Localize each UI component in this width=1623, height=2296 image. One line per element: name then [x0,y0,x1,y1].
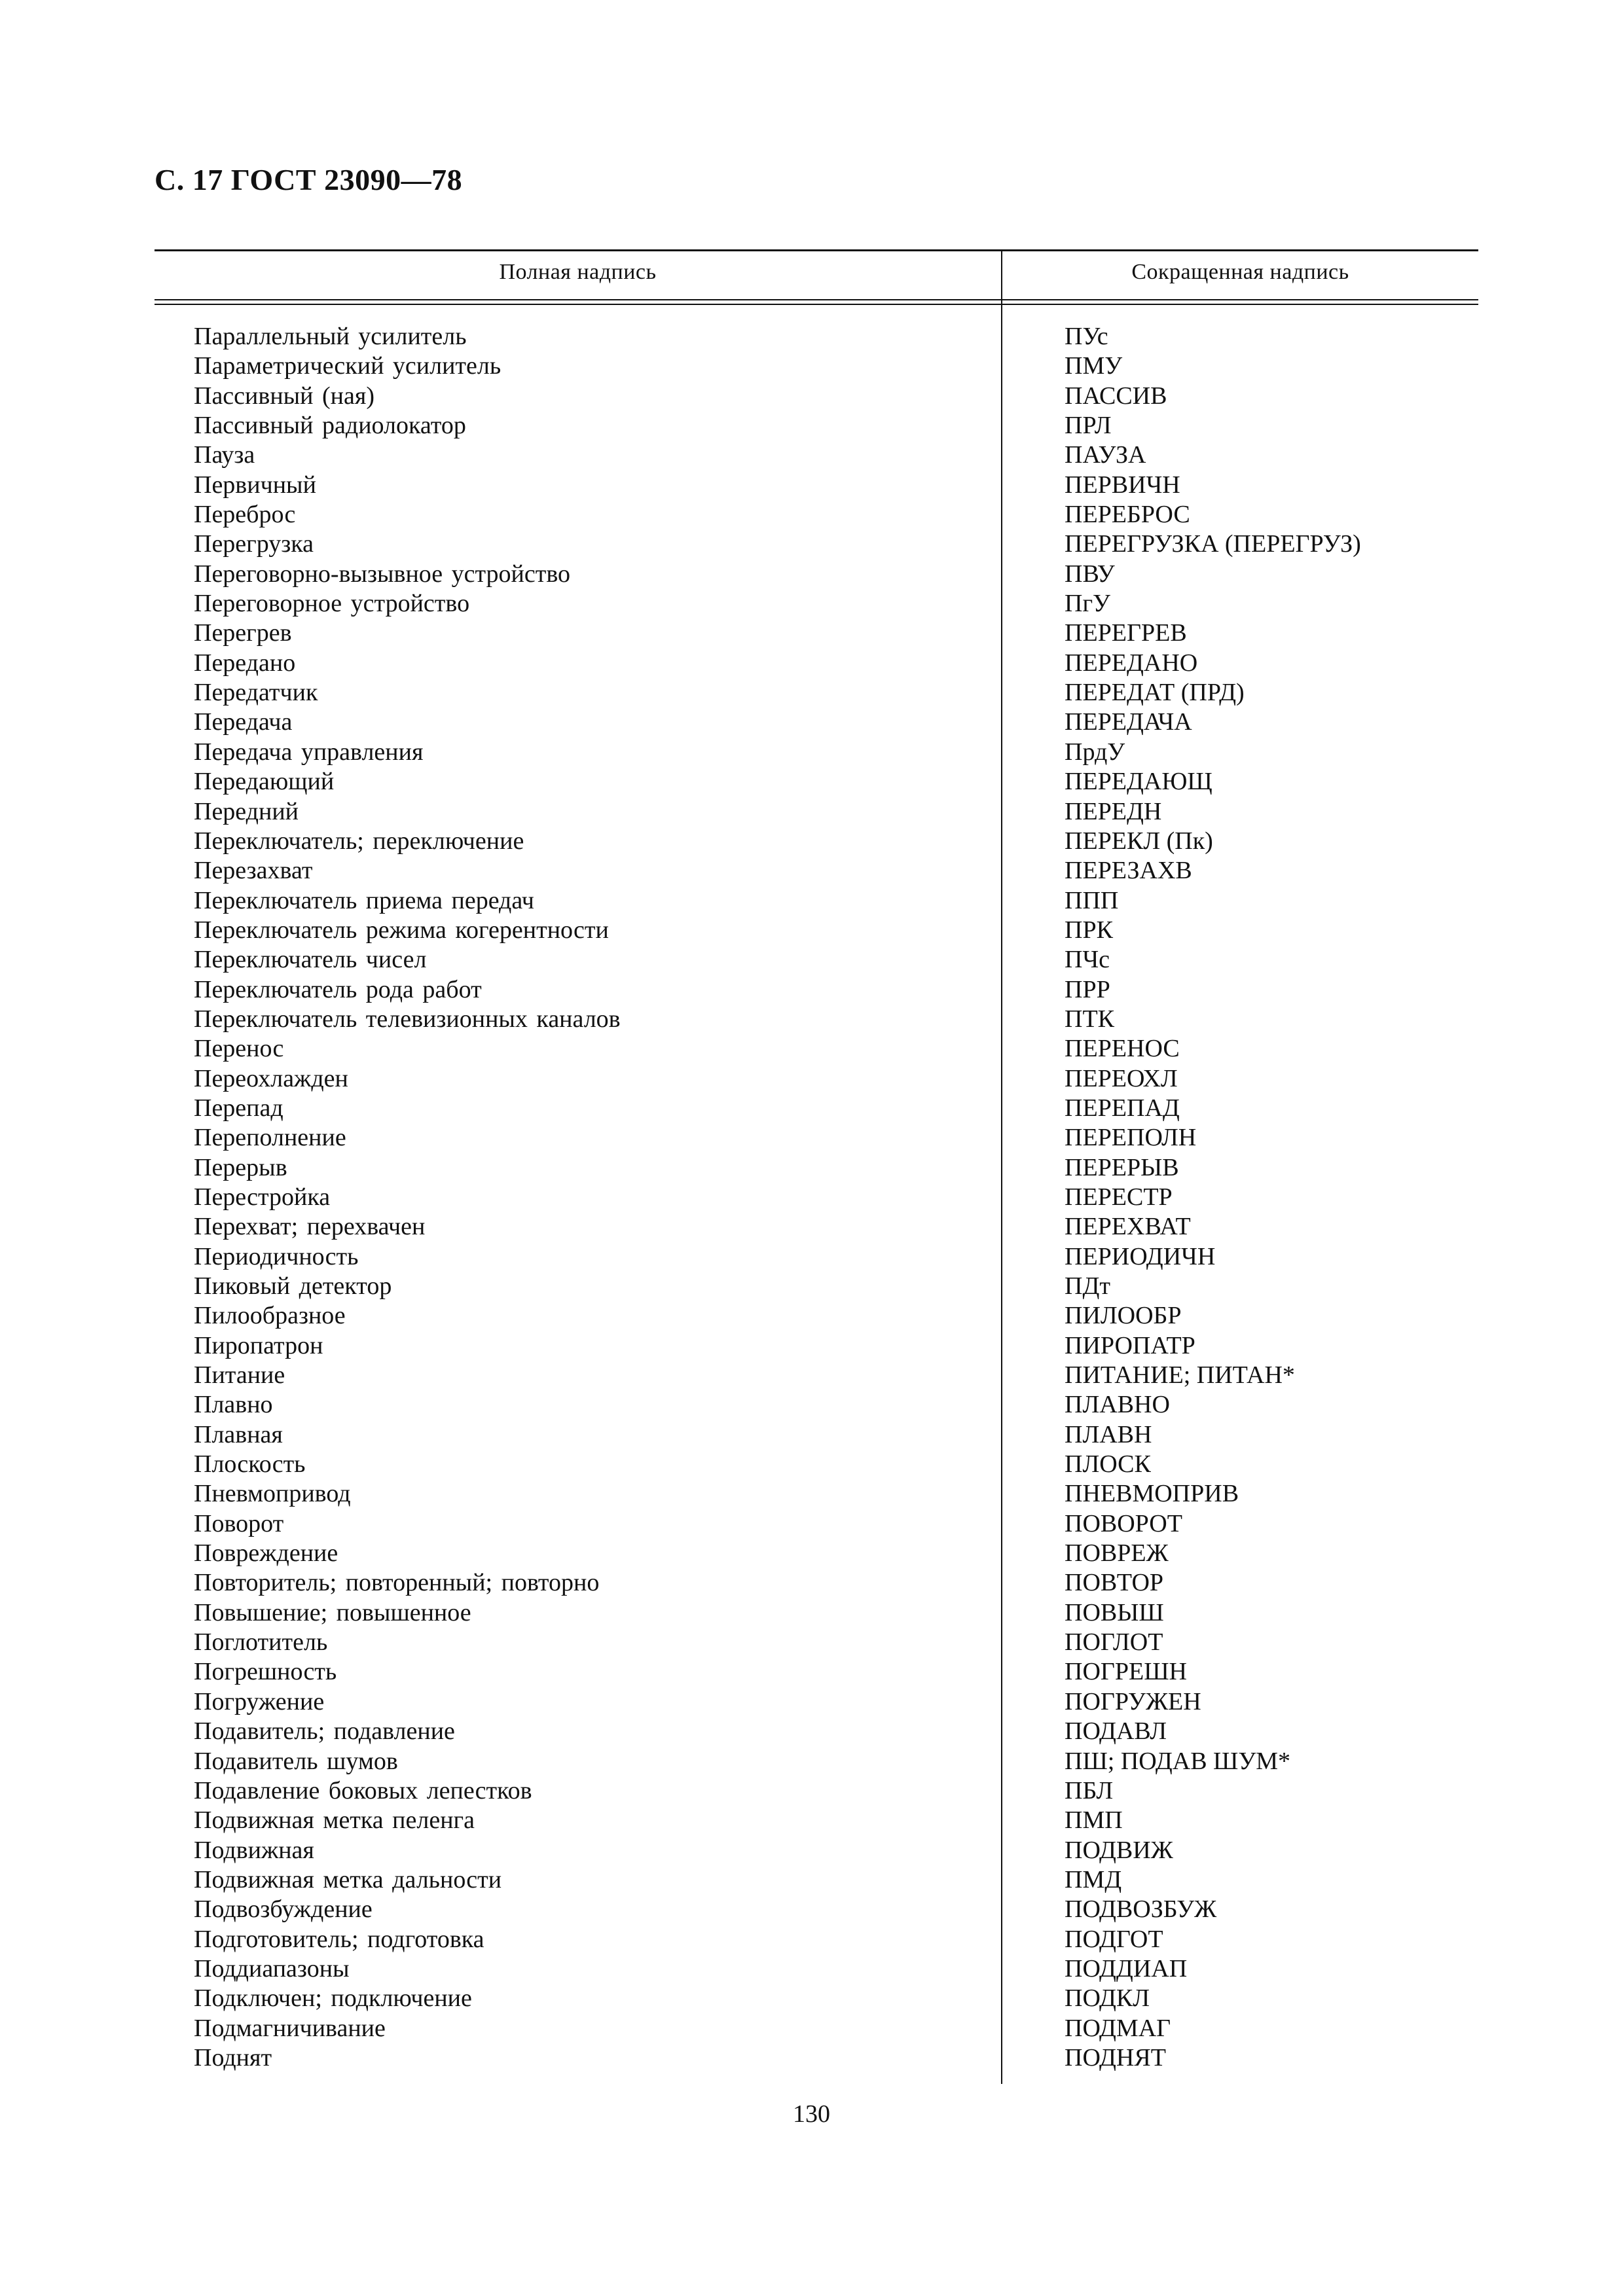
full-label-cell: Повреждение [194,1539,338,1568]
abbreviation-cell: ПОДАВЛ [1065,1717,1167,1746]
table-row [155,1123,1478,1153]
abbreviation-cell: ПЕРЕДАЮЩ [1065,768,1213,796]
table-row [155,1479,1478,1509]
table-row [155,1687,1478,1717]
full-label-cell: Переполнение [194,1124,346,1152]
abbreviation-cell: ПТК [1065,1005,1114,1033]
table-row [155,1657,1478,1687]
abbreviation-cell: ПЕРЕБРОС [1065,501,1190,529]
abbreviation-cell: ПЛАВНО [1065,1391,1170,1419]
abbreviation-cell: ПЕРЕДАНО [1065,649,1198,677]
table-row [155,1806,1478,1835]
table-row [155,411,1478,440]
table-row [155,678,1478,708]
table-row [155,856,1478,886]
abbreviation-cell: ПЕРЕРЫВ [1065,1153,1179,1181]
abbreviation-cell: ПЕРЕОХЛ [1065,1064,1178,1092]
table-row [155,1747,1478,1776]
table-row [155,1717,1478,1746]
full-label-cell: Переключатель; переключение [194,827,524,855]
table-row [155,1005,1478,1034]
abbreviation-cell: ПМУ [1065,352,1123,380]
full-label-cell: Подавитель шумов [194,1747,398,1775]
full-label-cell: Пилообразное [194,1302,346,1330]
abbreviation-cell: ПБЛ [1065,1776,1114,1804]
table-row [155,1984,1478,2013]
abbreviation-cell: ПОДВИЖ [1065,1836,1173,1864]
full-label-cell: Передача управления [194,738,424,766]
full-label-cell: Поддиапазоны [194,1954,350,1982]
abbreviation-cell: ПгУ [1065,590,1110,618]
abbreviation-cell: ПЕРЕХВАТ [1065,1213,1191,1241]
abbreviation-cell: ПЕРЕНОС [1065,1035,1180,1063]
abbreviation-cell: ПОДДИАП [1065,1954,1188,1982]
table-row [155,797,1478,827]
table-row [155,1331,1478,1361]
table-row [155,916,1478,945]
full-label-cell: Переброс [194,501,296,529]
table-row [155,1094,1478,1123]
abbreviation-cell: ПМД [1065,1865,1122,1893]
full-label-cell: Питание [194,1361,285,1390]
table-row [155,589,1478,619]
full-label-cell: Поднят [194,2043,272,2072]
table-row [155,1539,1478,1568]
table-row [155,382,1478,411]
abbreviation-cell: ПОГРЕШН [1065,1658,1187,1686]
table-row [155,1925,1478,1954]
table-row [155,2014,1478,2043]
full-label-cell: Пиковый детектор [194,1272,392,1300]
full-label-cell: Пиропатрон [194,1331,323,1359]
full-label-cell: Поворот [194,1509,284,1537]
abbreviation-table [155,249,1478,2084]
table-row [155,1390,1478,1420]
table-row [155,1776,1478,1806]
abbreviation-cell: ПРЛ [1065,412,1112,440]
table-row [155,560,1478,589]
full-label-cell: Первичный [194,471,316,499]
full-label-cell: Параметрический усилитель [194,352,501,380]
abbreviation-cell: ПОДМАГ [1065,2014,1171,2042]
full-label-cell: Плоскость [194,1450,306,1479]
table-row [155,471,1478,500]
table-row [155,1568,1478,1598]
full-label-cell: Переключатель приема передач [194,886,534,914]
full-label-cell: Погрешность [194,1658,337,1686]
full-label-cell: Подвижная метка дальности [194,1865,502,1893]
abbreviation-cell: ПОВТОР [1065,1569,1164,1597]
abbreviation-cell: ПОГЛОТ [1065,1628,1163,1657]
table-row [155,738,1478,767]
full-label-cell: Подготовитель; подготовка [194,1925,484,1953]
table-row [155,2043,1478,2073]
table-row [155,886,1478,916]
abbreviation-cell: ПДт [1065,1272,1110,1300]
full-label-cell: Плавно [194,1391,273,1419]
abbreviation-cell: ПЕРЕПАД [1065,1094,1180,1122]
abbreviation-cell: ПИТАНИЕ; ПИТАН* [1065,1361,1295,1390]
abbreviation-cell: ПЕРЕДАТ (ПРД) [1065,679,1245,707]
full-label-cell: Подвижная метка пеленга [194,1806,475,1835]
table-row [155,649,1478,678]
abbreviation-cell: ПУс [1065,323,1108,350]
table-row [155,440,1478,470]
full-label-cell: Перегрев [194,619,292,647]
full-label-cell: Передний [194,797,299,825]
abbreviation-cell: ПАУЗА [1065,441,1146,469]
full-label-cell: Перенос [194,1035,284,1063]
table-row [155,1836,1478,1865]
abbreviation-cell: ПОГРУЖЕН [1065,1687,1201,1715]
table-row [155,1212,1478,1242]
table-row [155,1628,1478,1657]
full-label-cell: Повышение; повышенное [194,1598,471,1626]
abbreviation-cell: ПЕРЕКЛ (Пк) [1065,827,1213,855]
abbreviation-cell: ПЕРВИЧН [1065,471,1180,499]
abbreviation-cell: ПЕРЕДАЧА [1065,708,1192,736]
full-label-cell: Пассивный радиолокатор [194,412,466,440]
table-row [155,322,1478,351]
abbreviation-cell: ПОДКЛ [1065,1984,1150,2013]
table-row [155,500,1478,529]
full-label-cell: Подключен; подключение [194,1984,472,2013]
abbreviation-cell: ПЕРЕСТР [1065,1183,1173,1211]
table-body [155,322,1478,2073]
abbreviation-cell: ПЕРИОДИЧН [1065,1242,1216,1270]
full-label-cell: Переключатель режима когерентности [194,916,609,944]
abbreviation-cell: ПШ; ПОДАВ ШУМ* [1065,1747,1291,1775]
abbreviation-cell: ППП [1065,886,1119,914]
abbreviation-cell: ПОДВОЗБУЖ [1065,1895,1217,1924]
full-label-cell: Перехват; перехвачен [194,1213,426,1241]
table-row [155,1153,1478,1183]
full-label-cell: Подвозбуждение [194,1895,373,1924]
full-label-cell: Пассивный (ная) [194,382,375,410]
abbreviation-cell: ПОДНЯТ [1065,2043,1166,2072]
full-label-cell: Переключатель рода работ [194,975,482,1003]
abbreviation-cell: ПЕРЕДН [1065,797,1162,825]
full-label-cell: Погружение [194,1687,325,1715]
full-label-cell: Переключатель чисел [194,946,427,974]
abbreviation-cell: ПЛАВН [1065,1420,1152,1448]
full-label-cell: Пневмопривод [194,1480,351,1508]
table-row [155,945,1478,975]
table-row [155,619,1478,648]
column-header-abbr: Сокращенная надпись [1131,260,1349,284]
column-header-full: Полная надпись [499,260,657,284]
abbreviation-cell: ПЕРЕГРУЗКА (ПЕРЕГРУЗ) [1065,530,1361,558]
full-label-cell: Передано [194,649,296,677]
full-label-cell: Пауза [194,441,255,469]
abbreviation-cell: ПИРОПАТР [1065,1331,1195,1359]
abbreviation-cell: ПРР [1065,975,1110,1003]
abbreviation-cell: ПОВОРОТ [1065,1509,1182,1537]
table-row [155,1034,1478,1064]
table-top-rule [155,249,1478,251]
document-header: С. 17 ГОСТ 23090—78 [155,163,463,196]
table-row [155,1064,1478,1094]
full-label-cell: Переохлажден [194,1064,348,1092]
full-label-cell: Перерыв [194,1153,287,1181]
table-row [155,1450,1478,1479]
table-row [155,975,1478,1005]
abbreviation-cell: ПЕРЕГРЕВ [1065,619,1187,647]
full-label-cell: Подмагничивание [194,2014,386,2042]
table-row [155,1509,1478,1539]
full-label-cell: Плавная [194,1420,283,1448]
abbreviation-cell: ПИЛООБР [1065,1302,1182,1330]
full-label-cell: Подавление боковых лепестков [194,1776,532,1804]
full-label-cell: Перепад [194,1094,283,1122]
full-label-cell: Перегрузка [194,530,314,558]
table-row [155,1420,1478,1450]
full-label-cell: Передающий [194,768,335,796]
table-row [155,708,1478,737]
abbreviation-cell: ПЕРЕЗАХВ [1065,857,1192,885]
full-label-cell: Поглотитель [194,1628,328,1657]
table-row [155,529,1478,559]
table-row [155,1242,1478,1272]
table-row [155,1301,1478,1331]
table-row [155,827,1478,856]
abbreviation-cell: ПОВРЕЖ [1065,1539,1169,1568]
abbreviation-cell: ПЛОСК [1065,1450,1151,1479]
table-row [155,351,1478,381]
table-row [155,767,1478,797]
abbreviation-cell: ПЕРЕПОЛН [1065,1124,1197,1152]
full-label-cell: Переговорное устройство [194,590,470,618]
abbreviation-cell: ПЧс [1065,946,1110,974]
table-row [155,1272,1478,1301]
full-label-cell: Перезахват [194,857,313,885]
abbreviation-cell: ПОДГОТ [1065,1925,1163,1953]
table-row [155,1954,1478,1984]
full-label-cell: Передатчик [194,679,318,707]
header-double-rule [155,299,1478,305]
full-label-cell: Подвижная [194,1836,314,1864]
table-row [155,1865,1478,1895]
full-label-cell: Повторитель; повторенный; повторно [194,1569,600,1597]
abbreviation-cell: ПрдУ [1065,738,1125,766]
full-label-cell: Переключатель телевизионных каналов [194,1005,621,1033]
table-row [155,1361,1478,1390]
abbreviation-cell: ПОВЫШ [1065,1598,1164,1626]
full-label-cell: Параллельный усилитель [194,323,467,350]
abbreviation-cell: ПВУ [1065,560,1115,588]
abbreviation-cell: ПАССИВ [1065,382,1167,410]
abbreviation-cell: ПМП [1065,1806,1123,1835]
full-label-cell: Передача [194,708,293,736]
abbreviation-cell: ПНЕВМОПРИВ [1065,1480,1239,1508]
table-row [155,1895,1478,1924]
page-number: 130 [793,2100,830,2128]
table-row [155,1183,1478,1212]
abbreviation-cell: ПРК [1065,916,1113,944]
full-label-cell: Переговорно-вызывное устройство [194,560,571,588]
full-label-cell: Периодичность [194,1242,359,1270]
full-label-cell: Подавитель; подавление [194,1717,455,1746]
full-label-cell: Перестройка [194,1183,331,1211]
table-row [155,1598,1478,1628]
